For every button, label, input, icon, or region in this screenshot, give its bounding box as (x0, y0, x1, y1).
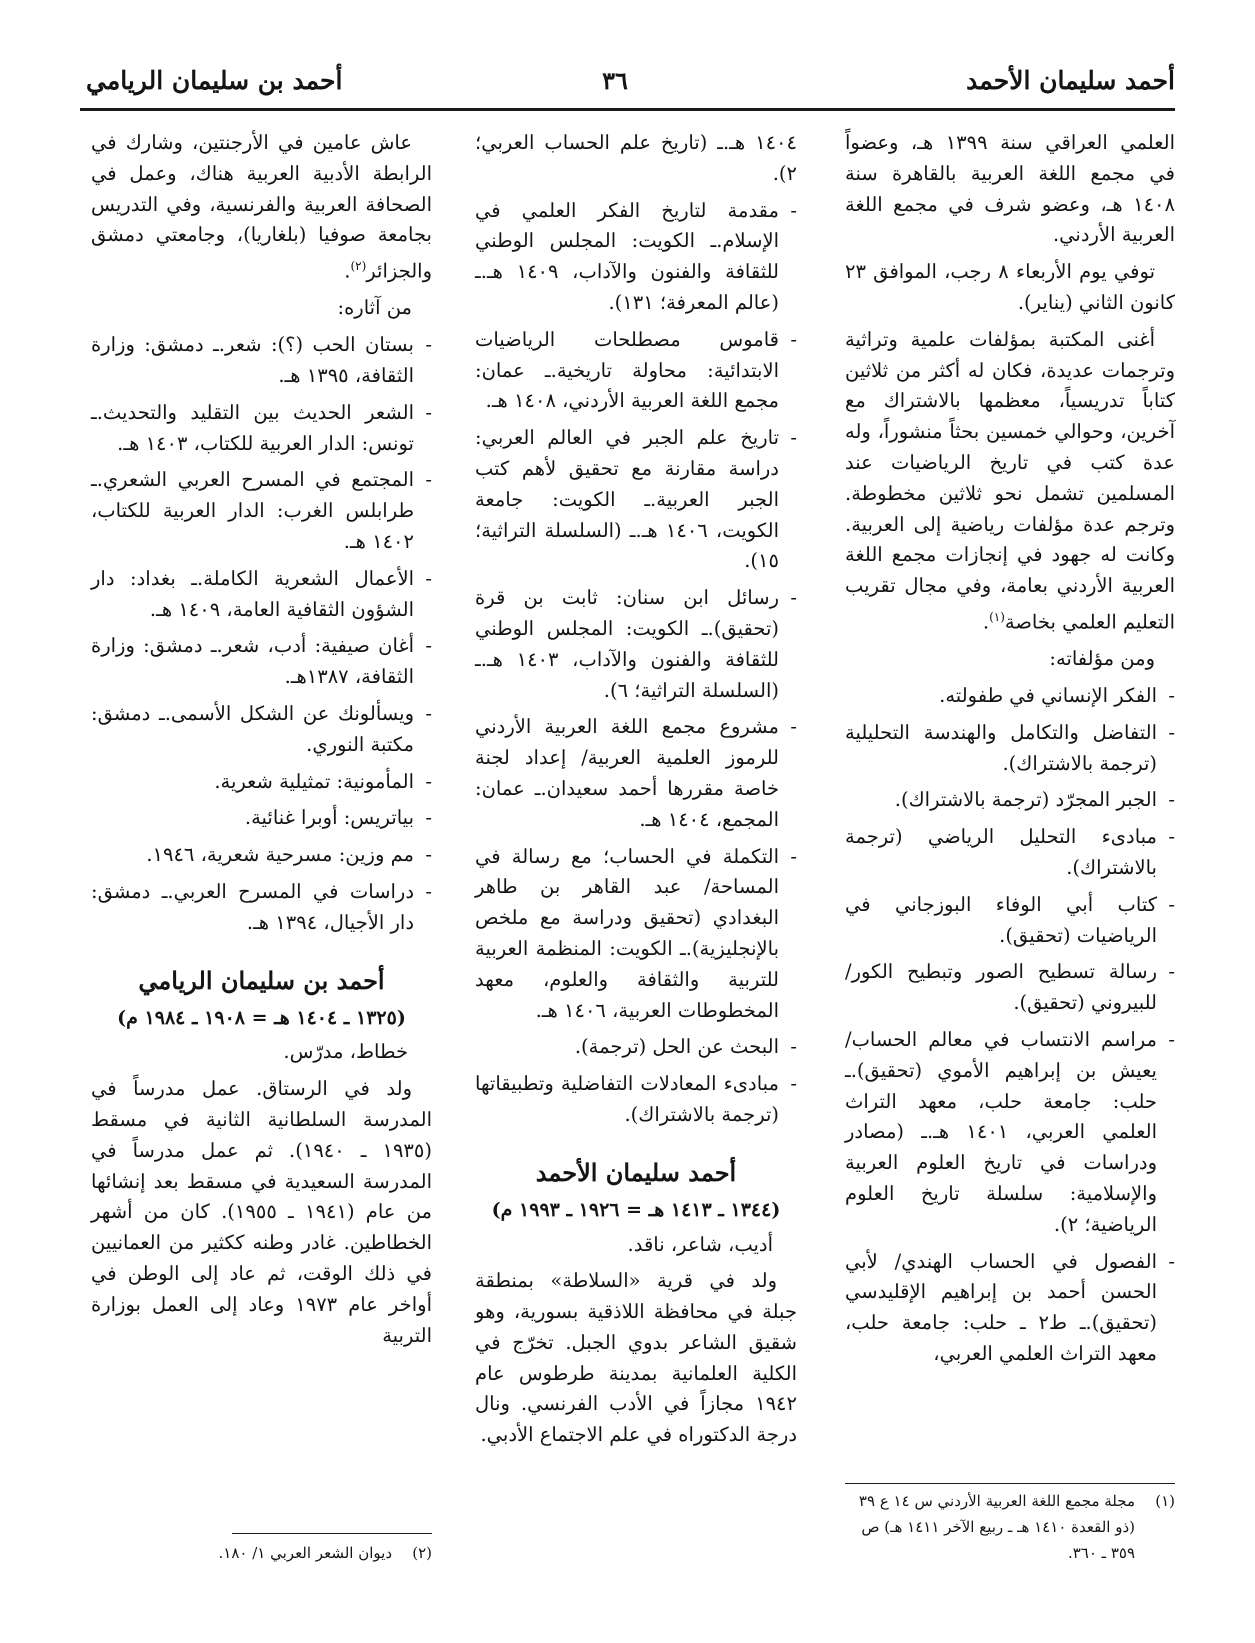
footnote-ref: (١) (989, 609, 1005, 624)
paragraph-text: أغنى المكتبة بمؤلفات علمية وتراثية وترجمات عديدة، فكان له أكثر من ثلاثين كتاباً تدريسياً، معظمها بالاشتراك مع آخرين، وحوالي خمسين بحثاً منشوراً، وله عدة كتب في تاريخ الرياضيات عند المسلمين تشمل نحو ثلاثين مخطوطة. وترجم عدة مؤلفات رياضية إلى العربية. وكانت له جهود في إنجازات مجمع اللغة العربية الأردني بعامة، وفي مجال تقريب التعليم العلمي بخاصة (845, 327, 1175, 634)
footnote-number: (٢) (412, 1544, 432, 1562)
list-item: - ويسألونك عن الشكل الأسمى.ـ دمشق: مكتبة النوري. (91, 699, 432, 761)
column-left (91, 128, 432, 1357)
works-list (845, 681, 1175, 1370)
paragraph: توفي يوم الأربعاء ٨ رجب، الموافق ٢٣ كانون الثاني (يناير). (845, 260, 1175, 314)
list-item: - التكملة في الحساب؛ مع رسالة في المساحة/ عبد القاهر بن طاهر البغدادي (تحقيق ودراسة مع ملخص بالإنجليزية).ـ الكويت: المنظمة العربية للتربية والثقافة والعلوم، معهد المخطوطات العربية، ١٤٠٦ هـ. (475, 842, 797, 1027)
header-rule (80, 108, 1175, 111)
footnote-text: مجلة مجمع اللغة العربية الأردني س ١٤ ع ٣٩ (ذو القعدة ١٤١٠ هـ ـ ربيع الآخر ١٤١١ هـ) ص ٣٥٩ ـ ٣٦٠. (858, 1492, 1135, 1562)
list-item: - رسالة تسطيح الصور وتبطيح الكور/ للبيروني (تحقيق). (845, 957, 1175, 1019)
list-item: - الفصول في الحساب الهندي/ لأبي الحسن أحمد بن إبراهيم الإقليدسي (تحقيق).ـ ط٢ ـ حلب: جامعة حلب، معهد التراث العلمي العربي، (845, 1247, 1175, 1370)
running-header-left: أحمد بن سليمان الريامي (86, 66, 343, 95)
list-item: - تاريخ علم الجبر في العالم العربي: دراسة مقارنة مع تحقيق لأهم كتب الجبر العربية.ـ الكويت: جامعة الكويت، ١٤٠٦ هـ.ـ (السلسلة التراثية؛ ١٥). (475, 423, 797, 577)
column-middle (475, 128, 797, 1457)
footnote (91, 1540, 432, 1566)
list-item: - مم وزين: مسرحية شعرية، ١٩٤٦. (91, 840, 432, 871)
footnote-block-left (91, 1533, 432, 1566)
column-right (845, 128, 1175, 1376)
works-intro: ومن مؤلفاته: (1049, 647, 1155, 671)
list-item: - الأعمال الشعرية الكاملة.ـ بغداد: دار الشؤون الثقافية العامة، ١٤٠٩ هـ. (91, 564, 432, 626)
entry-bio: ولد في الرستاق. عمل مدرساً في المدرسة السلطانية الثانية في مسقط (١٩٣٥ ـ ١٩٤٠). ثم عمل مدرساً في المدرسة السعيدية في مسقط بعد إنشائها من عام (١٩٤١ ـ ١٩٥٥). كان من أشهر الخطاطين. غادر وطنه ككثير من العمانيين في ذلك الوقت، ثم عاد إلى الوطن في أواخر عام ١٩٧٣ وعاد إلى العمل بوزارة التربية (91, 1077, 432, 1347)
entry-dates: (١٣٤٤ ـ ١٤١٣ هـ = ١٩٢٦ ـ ١٩٩٣ م) (491, 1198, 781, 1221)
entry-bio: ولد في قرية «السلاطة» بمنطقة جبلة في محافظة اللاذقية بسورية، وهو شقيق الشاعر بدوي الجبل. تخرّج في الكلية العلمانية بمدينة طرطوس عام ١٩٤٢ مجازاً في الأدب الفرنسي. ونال درجة الدكتوراه في علم الاجتماع الأدبي. (475, 1269, 797, 1447)
footnote-ref: (٢) (350, 259, 367, 274)
running-header-right: أحمد سليمان الأحمد (966, 66, 1175, 95)
list-item: - رسائل ابن سنان: ثابت بن قرة (تحقيق).ـ الكويت: المجلس الوطني للثقافة والفنون والآداب، ١٤٠٣ هـ.ـ (السلسلة التراثية؛ ٦). (475, 583, 797, 706)
paragraph: أغنى المكتبة بمؤلفات علمية وتراثية وترجمات عديدة، فكان له أكثر من ثلاثين كتاباً تدريسياً، معظمها بالاشتراك مع آخرين، وحوالي خمسين بحثاً منشوراً، وله عدة كتب في تاريخ الرياضيات عند المسلمين تشمل نحو ثلاثين مخطوطة. وترجم عدة مؤلفات رياضية إلى العربية. وكانت له جهود في إنجازات مجمع اللغة العربية الأردني بعامة، وفي مجال تقريب التعليم العلمي بخاصة$^{(١)}$. (845, 327, 1175, 634)
works-intro: من آثاره: (337, 296, 412, 320)
footnote (845, 1488, 1175, 1566)
list-item: - مبادىء المعادلات التفاضلية وتطبيقاتها (ترجمة بالاشتراك). (475, 1069, 797, 1131)
entry-role: خطاط، مدرّس. (283, 1040, 408, 1064)
footnote-text: ديوان الشعر العربي ١/ ١٨٠. (218, 1544, 392, 1562)
list-item: - دراسات في المسرح العربي.ـ دمشق: دار الأجيال، ١٣٩٤ هـ. (91, 877, 432, 939)
list-item: - المجتمع في المسرح العربي الشعري.ـ طرابلس الغرب: الدار العربية للكتاب، ١٤٠٢ هـ. (91, 465, 432, 557)
paragraph: عاش عامين في الأرجنتين، وشارك في الرابطة الأدبية العربية هناك، وعمل في الصحافة العربية والفرنسية، وفي التدريس بجامعة صوفيا (بلغاريا)، وجامعتي دمشق والجزائر$^{(٢)}$. (91, 131, 432, 283)
paragraph: العلمي العراقي سنة ١٣٩٩ هـ، وعضواً في مجمع اللغة العربية بالقاهرة سنة ١٤٠٨ هـ، وعضو شرف في مجمع اللغة العربية الأردني. (845, 131, 1175, 247)
list-item: - أغان صيفية: أدب، شعر.ـ دمشق: وزارة الثقافة، ١٣٨٧هـ. (91, 631, 432, 693)
entry-role: أديب، شاعر، ناقد. (627, 1232, 773, 1256)
list-item: - بياتريس: أوبرا غنائية. (91, 803, 432, 834)
list-item: - مراسم الانتساب في معالم الحساب/ يعيش بن إبراهيم الأموي (تحقيق).ـ حلب: جامعة حلب، معهد التراث العلمي العربي، ١٤٠١ هـ.ـ (مصادر ودراسات في تاريخ العلوم العربية والإسلامية: سلسلة تاريخ العلوم الرياضية؛ ٢). (845, 1025, 1175, 1241)
list-item: - التفاضل والتكامل والهندسة التحليلية (ترجمة بالاشتراك). (845, 718, 1175, 780)
list-item: - الفكر الإنساني في طفولته. (845, 681, 1175, 712)
list-item: - البحث عن الحل (ترجمة). (475, 1032, 797, 1063)
paragraph-text: عاش عامين في الأرجنتين، وشارك في الرابطة الأدبية العربية هناك، وعمل في الصحافة العربية والفرنسية، وفي التدريس بجامعة صوفيا (بلغاريا)، وجامعتي دمشق والجزائر (91, 131, 432, 283)
entry-heading: أحمد بن سليمان الريامي (138, 965, 385, 995)
list-item: - مبادىء التحليل الرياضي (ترجمة بالاشتراك). (845, 822, 1175, 884)
page-number: ٣٦ (602, 66, 628, 95)
list-item: - مقدمة لتاريخ الفكر العلمي في الإسلام.ـ الكويت: المجلس الوطني للثقافة والفنون والآداب، ١٤٠٩ هـ.ـ (عالم المعرفة؛ ١٣١). (475, 196, 797, 319)
list-item: - المأمونية: تمثيلية شعرية. (91, 767, 432, 798)
entry-dates: (١٣٢٥ ـ ١٤٠٤ هـ = ١٩٠٨ ـ ١٩٨٤ م) (117, 1006, 406, 1029)
list-item: - كتاب أبي الوفاء البوزجاني في الرياضيات (تحقيق). (845, 890, 1175, 952)
footnote-number: (١) (1155, 1492, 1175, 1510)
paragraph: ١٤٠٤ هـ.ـ (تاريخ علم الحساب العربي؛ ٢). (475, 131, 797, 185)
footnote-rule (232, 1533, 432, 1534)
list-item: - مشروع مجمع اللغة العربية الأردني للرموز العلمية العربية/ إعداد لجنة خاصة مقررها أحمد سعيدان.ـ عمان: المجمع، ١٤٠٤ هـ. (475, 712, 797, 835)
list-item: - الجبر المجرّد (ترجمة بالاشتراك). (845, 785, 1175, 816)
entry-heading: أحمد سليمان الأحمد (535, 1157, 737, 1187)
works-list (91, 330, 432, 938)
works-list (475, 196, 797, 1131)
list-item: - الشعر الحديث بين التقليد والتحديث.ـ تونس: الدار العربية للكتاب، ١٤٠٣ هـ. (91, 398, 432, 460)
list-item: - قاموس مصطلحات الرياضيات الابتدائية: محاولة تاريخية.ـ عمان: مجمع اللغة العربية الأردني، ١٤٠٨ هـ. (475, 325, 797, 417)
list-item: - بستان الحب (؟): شعر.ـ دمشق: وزارة الثقافة، ١٣٩٥ هـ. (91, 330, 432, 392)
footnote-block-right (845, 1483, 1175, 1566)
